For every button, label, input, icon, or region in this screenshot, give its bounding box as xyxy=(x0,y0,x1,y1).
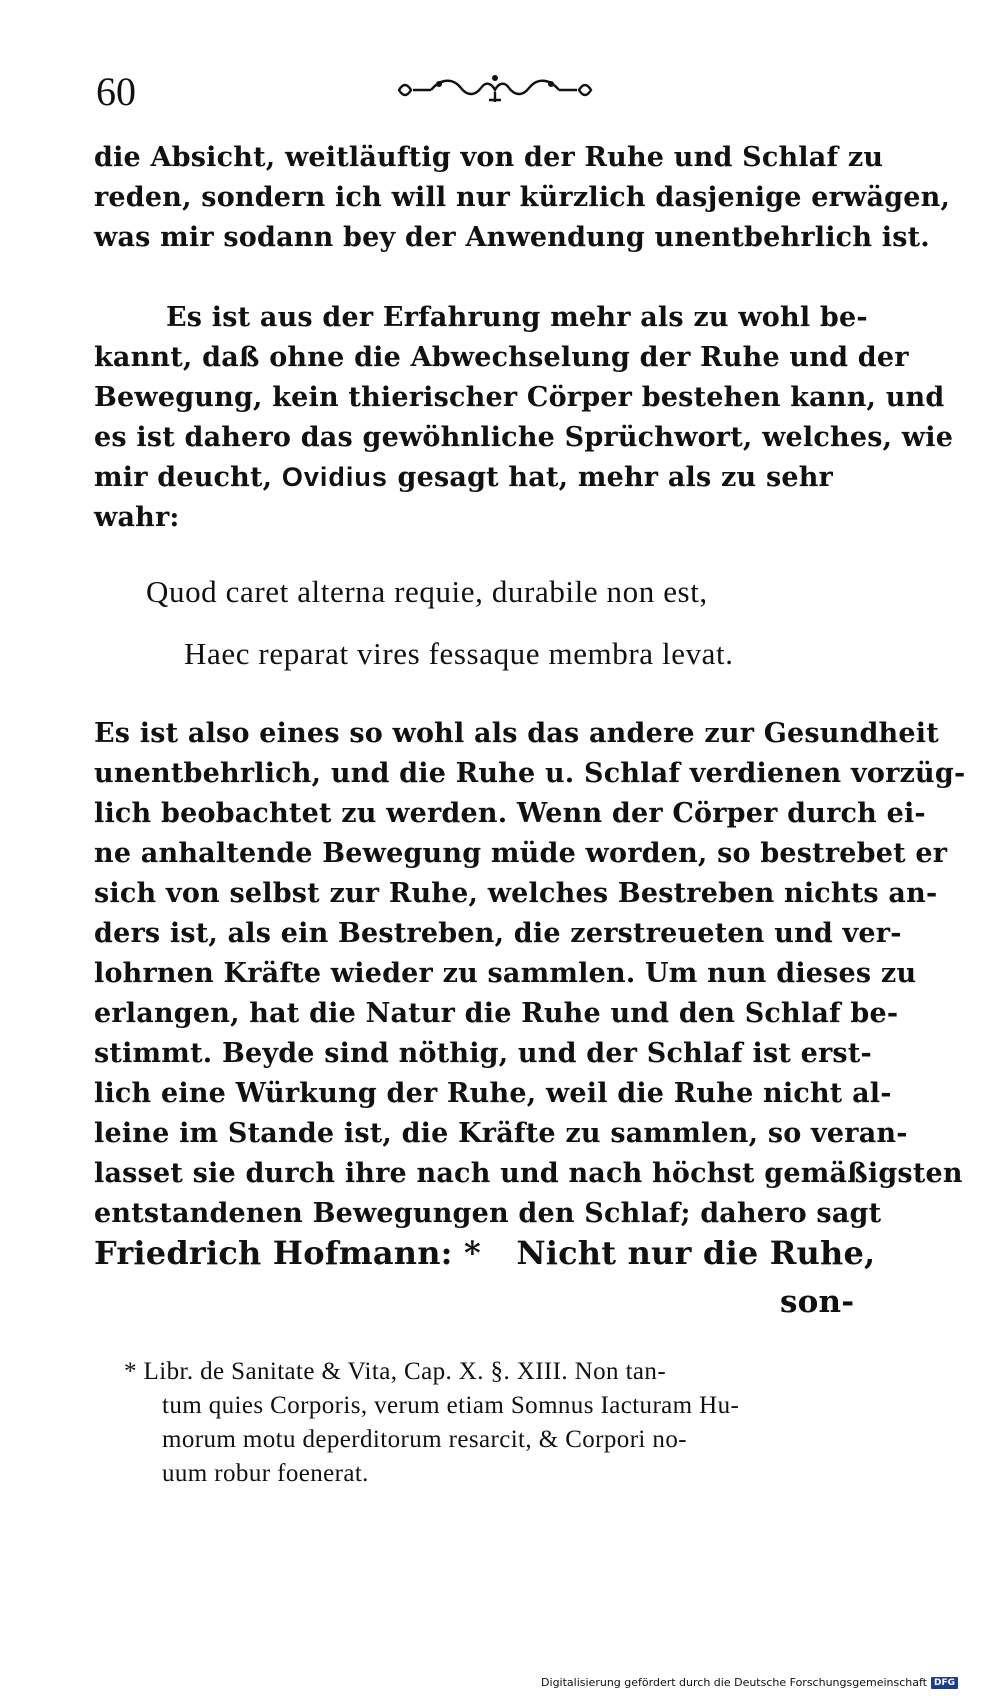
quote-line: Quod caret alterna requie, durabile non est, xyxy=(146,574,708,609)
text-line: unentbehrlich, und die Ruhe u. Schlaf verdienen vorzüg- xyxy=(94,758,966,789)
text-line: lasset sie durch ihre nach und nach höchst gemäßigsten xyxy=(94,1158,963,1189)
catchword: son- xyxy=(780,1284,855,1320)
text-line xyxy=(94,1234,875,1272)
text-line: wahr: xyxy=(94,502,180,533)
footnote-line: * Libr. de Sanitate & Vita, Cap. X. §. XIII. Non tan- xyxy=(124,1358,667,1385)
text-line: ne anhaltende Bewegung müde worden, so bestrebet er xyxy=(94,838,948,869)
text-line: leine im Stande ist, die Kräfte zu sammlen, so veran- xyxy=(94,1118,908,1149)
footnote-line: uum robur foenerat. xyxy=(162,1460,369,1487)
text-fragment: mir deucht, xyxy=(94,462,273,493)
text-line: Es ist aus der Erfahrung mehr als zu wohl be- xyxy=(166,302,868,333)
text-line: was mir sodann bey der Anwendung unentbehrlich ist. xyxy=(94,222,930,253)
text-line: stimmt. Beyde sind nöthig, und der Schlaf ist erst- xyxy=(94,1038,872,1069)
dfg-logo-icon: DFG xyxy=(931,1677,958,1689)
text-line: es ist dahero das gewöhnliche Sprüchwort, welches, wie xyxy=(94,422,954,453)
text-line: Bewegung, kein thierischer Cörper bestehen kann, und xyxy=(94,382,945,413)
quote-line: Haec reparat vires fessaque membra levat. xyxy=(184,636,734,671)
text-fragment: Nicht nur die Ruhe, xyxy=(516,1234,876,1272)
text-line: die Absicht, weitläuftig von der Ruhe und Schlaf zu xyxy=(94,142,884,173)
text-line: reden, sondern ich will nur kürzlich dasjenige erwägen, xyxy=(94,182,951,213)
text-line: ders ist, als ein Bestreben, die zerstreueten und ver- xyxy=(94,918,902,949)
credit-text: Digitalisierung gefördert durch die Deutsche Forschungsgemeinschaft xyxy=(541,1676,927,1689)
text-line: entstandenen Bewegungen den Schlaf; dahero sagt xyxy=(94,1198,882,1229)
author-name: Friedrich Hofmann: * xyxy=(94,1234,481,1272)
footnote-line: tum quies Corporis, verum etiam Somnus Iacturam Hu- xyxy=(162,1392,740,1419)
page-number: 60 xyxy=(96,69,136,114)
text-line: Es ist also eines so wohl als das andere zur Gesundheit xyxy=(94,718,939,749)
text-line: lohrnen Kräfte wieder zu sammlen. Um nun dieses zu xyxy=(94,958,917,989)
ornament-icon xyxy=(395,66,595,112)
text-line: kannt, daß ohne die Abwechselung der Ruhe und der xyxy=(94,342,909,373)
digitization-credit xyxy=(541,1676,958,1689)
footnote-line: morum motu deperditorum resarcit, & Corpori no- xyxy=(162,1426,687,1453)
text-line xyxy=(94,462,833,493)
text-fragment: gesagt hat, mehr als zu sehr xyxy=(397,462,833,493)
text-line: erlangen, hat die Natur die Ruhe und den Schlaf be- xyxy=(94,998,899,1029)
text-line: lich beobachtet zu werden. Wenn der Cörper durch ei- xyxy=(94,798,926,829)
text-line: lich eine Würkung der Ruhe, weil die Ruhe nicht al- xyxy=(94,1078,892,1109)
author-name: Ovidius xyxy=(281,462,388,492)
text-line: sich von selbst zur Ruhe, welches Bestreben nichts an- xyxy=(94,878,938,909)
